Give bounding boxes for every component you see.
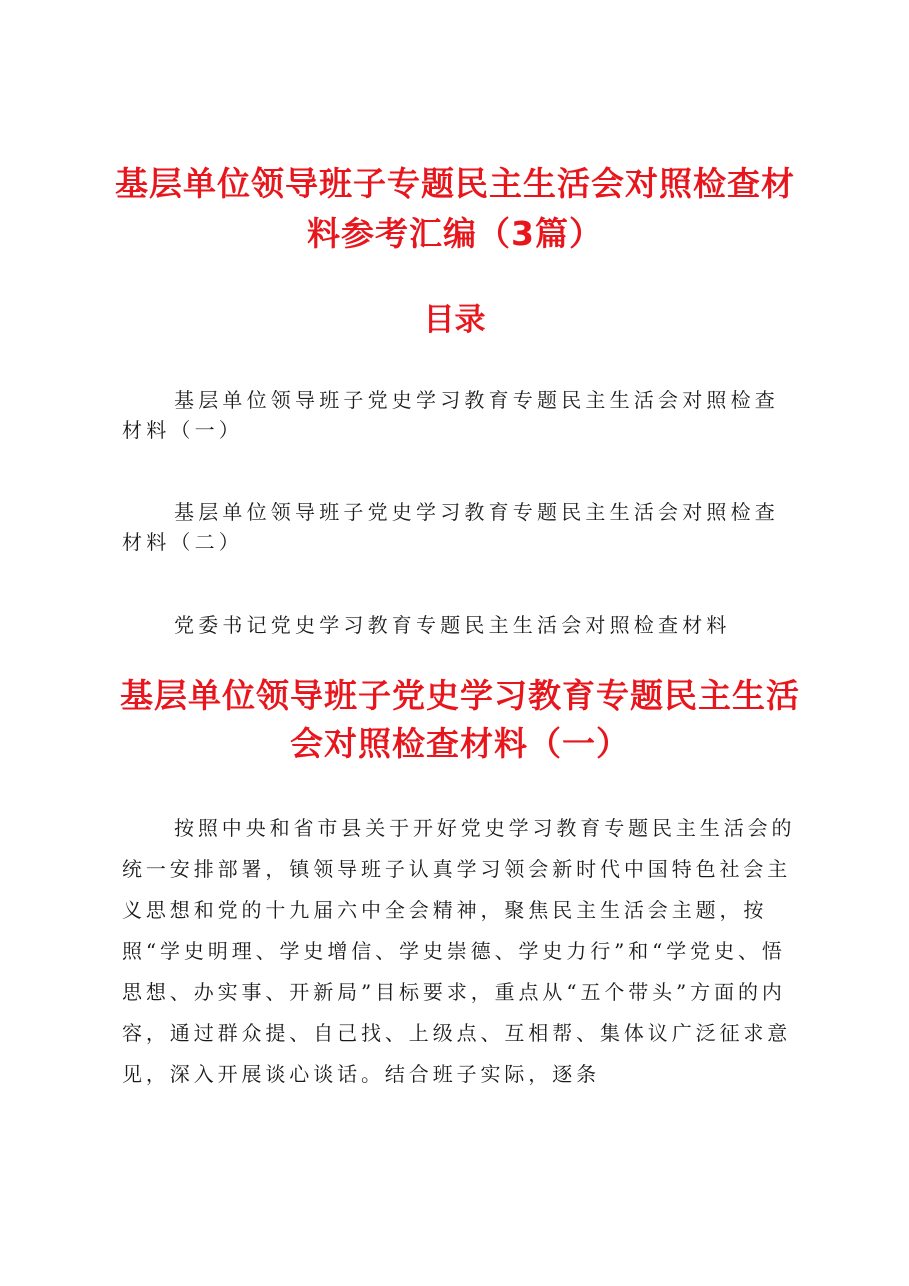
toc-heading: 目录 [423, 302, 486, 338]
body-paragraph: 按照中央和省市县关于开好党史学习教育专题民主生活会的统一安排部署，镇领导班子认真学习领会新时代中国特色社会主义思想和党的十九届六中全会精神，聚焦民主生活会主题，按照“学史明理、学史增信、学史崇德、学史力行”和“学党史、悟思想、办实事、开新局”目标要求，重点从“五个带头”方面的内容，通过群众提、自己找、上级点、互相帮、集体议广泛征求意见，深入开展谈心谈话。结合班子实际，逐条 [122, 816, 796, 1086]
section-title [110, 672, 810, 768]
toc-item-1: 基层单位领导班子党史学习教育专题民主生活会对照检查材料（一） [122, 388, 779, 442]
main-title-line-1: 基层单位领导班子专题民主生活会对照检查材 [115, 164, 795, 203]
main-title [110, 160, 800, 258]
main-title-line-2: 料参考汇编（3篇） [307, 214, 603, 253]
section-title-line-2: 会对照检查材料（一） [290, 724, 630, 763]
section-title-line-1: 基层单位领导班子党史学习教育专题民主生活 [120, 676, 800, 715]
toc-item-2: 基层单位领导班子党史学习教育专题民主生活会对照检查材料（二） [122, 500, 779, 554]
toc-item-3: 党委书记党史学习教育专题民主生活会对照检查材料 [174, 613, 731, 637]
